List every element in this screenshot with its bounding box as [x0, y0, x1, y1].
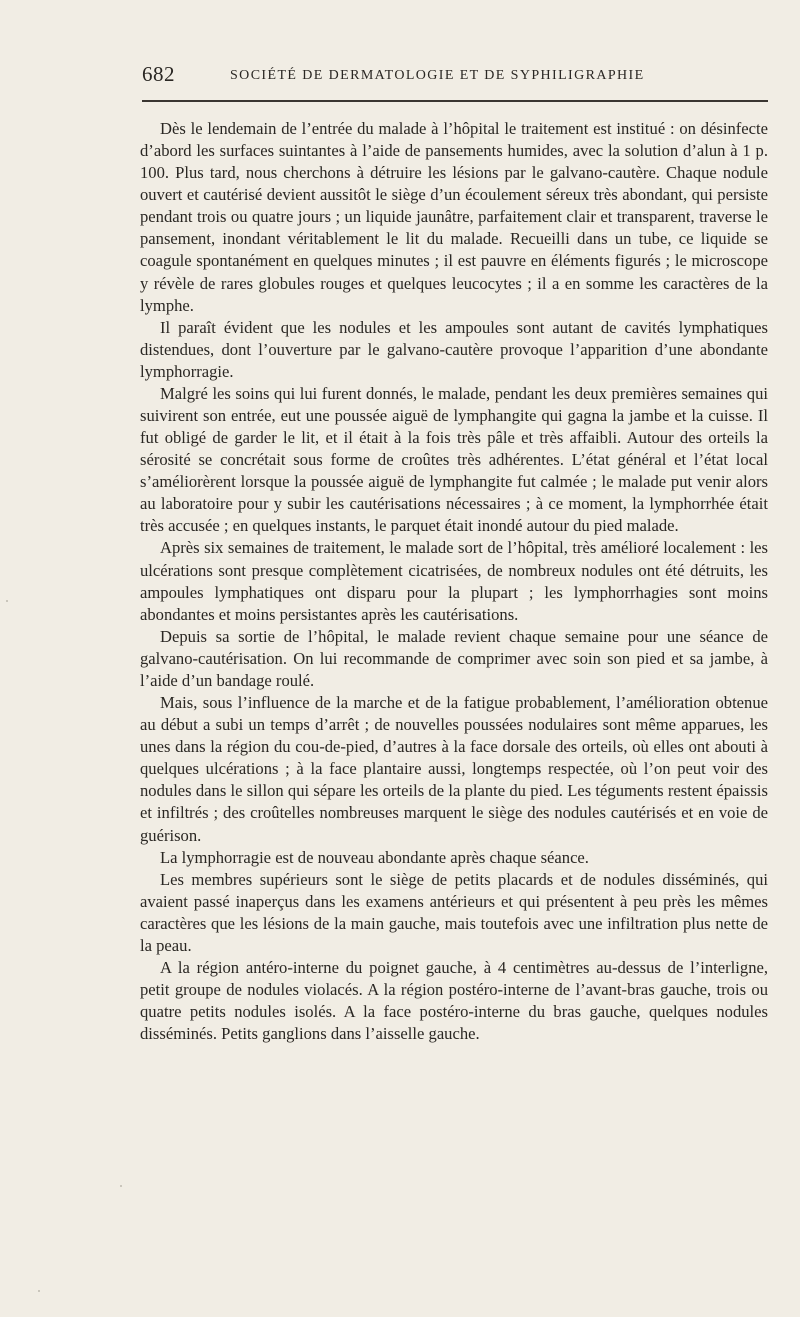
paper-speck	[120, 1185, 122, 1187]
paragraph: Depuis sa sortie de l’hôpital, le malade revient chaque semaine pour une séance de galvano-cautérisation. On lui recommande de comprimer avec soin son pied et sa jambe, à l’aide d’un bandage roulé.	[140, 626, 768, 690]
paper-speck	[38, 1290, 40, 1292]
paragraph: Mais, sous l’influence de la marche et de la fatigue probablement, l’amélioration obtenue au début a subi un temps d’arrêt ; de nouvelles poussées nodulaires sont même apparues, les unes dans la région du cou-de-pied, d’autres à la face dorsale des orteils, où elles ont abouti à quelques ulcérations ; à la face plantaire aussi, longtemps respectée, où l’on peut voir des nodules dans le sillon qui sépare les orteils de la plante du pied. Les téguments restent épaissis et infiltrés ; des croûtelles nombreuses marquent le siège des nodules cautérisés et en voie de guérison.	[140, 693, 768, 845]
paragraph: A la région antéro-interne du poignet gauche, à 4 centimètres au-dessus de l’interligne, petit groupe de nodules violacés. A la région postéro-interne de l’avant-bras gauche, trois ou quatre petits nodules isolés. A la face postéro-interne du bras gauche, quelques nodules disséminés. Petits ganglions dans l’aisselle gauche.	[140, 957, 768, 1044]
paragraph: Les membres supérieurs sont le siège de petits placards et de nodules disséminés, qui avaient passé inaperçus dans les examens antérieurs et qui présentent à peu près les mêmes caractères que les lésions de la main gauche, mais toutefois avec une infiltration plus nette de la peau.	[140, 869, 768, 955]
paragraph: Dès le lendemain de l’entrée du malade à l’hôpital le traitement est institué : on désinfecte d’abord les surfaces suintantes à l’aide de pansements humides, avec la solution d’alun à 1 p. 100. Plus tard, nous cherchons à détruire les lésions par le galvano-cautère. Chaque nodule ouvert et cautérisé devient aussitôt le siège d’un écoulement séreux très abondant, qui persiste pendant trois ou quatre jours ; un liquide jaunâtre, parfaitement clair et transparent, traverse le pansement, inondant véritablement le lit du malade. Recueilli dans un tube, ce liquide se coagule spontanément en quelques minutes ; il est pauvre en éléments figurés ; le microscope y révèle de rares globules rouges et quelques leucocytes ; il a en somme les caractères de la lymphe.	[140, 119, 768, 315]
paper-speck	[6, 600, 8, 602]
header-rule	[142, 100, 768, 102]
paragraph: Après six semaines de traitement, le malade sort de l’hôpital, très amélioré localement : les ulcérations sont presque complètement cicatrisées, de nombreux nodules ont été détruits, les ampoules lymphatiques ont disparu pour la plupart ; les lymphorrhagies sont moins abondantes et moins persistantes après les cautérisations.	[140, 538, 768, 624]
running-title: SOCIÉTÉ DE DERMATOLOGIE ET DE SYPHILIGRAPHIE	[230, 68, 645, 83]
paragraph: La lymphorragie est de nouveau abondante après chaque séance.	[160, 847, 589, 867]
body-text	[140, 118, 768, 1045]
page-header	[142, 62, 768, 92]
page-number: 682	[142, 62, 175, 86]
paragraph: Malgré les soins qui lui furent donnés, le malade, pendant les deux premières semaines qui suivirent son entrée, eut une poussée aiguë de lymphangite qui gagna la jambe et la cuisse. Il fut obligé de garder le lit, et il était à la fois très pâle et très affaibli. Autour des orteils la sérosité se concrétait sous forme de croûtes très adhérentes. L’état général et l’état local s’améliorèrent lorsque la poussée aiguë de lymphangite fut calmée ; le malade put venir alors au laboratoire pour y subir les cautérisations nécessaires ; à ce moment, la lymphorrhée était très accusée ; en quelques instants, le parquet était inondé autour du pied malade.	[140, 383, 768, 536]
paragraph: Il paraît évident que les nodules et les ampoules sont autant de cavités lymphatiques distendues, dont l’ouverture par le galvano-cautère provoque l’apparition d’une abondante lymphorragie.	[140, 317, 768, 381]
